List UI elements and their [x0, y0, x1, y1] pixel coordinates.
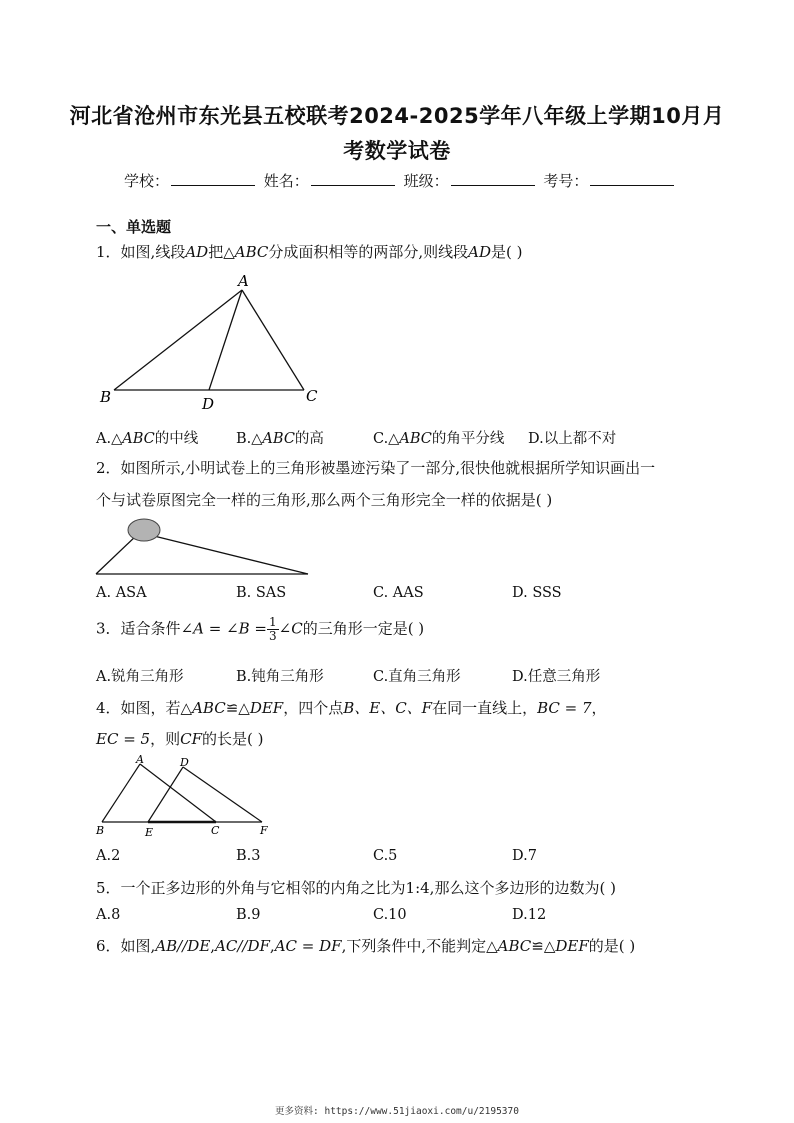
q4-bc-value: BC = 7 [537, 699, 592, 717]
q1-text-post: 分成面积相等的两部分,则线段 [268, 243, 469, 261]
q3-fraction-numerator: 1 [269, 615, 277, 629]
q6-condition-ac-eq-df: AC = DF [274, 937, 342, 955]
question-2-line2: 个与试卷原图完全一样的三角形,那么两个三角形完全一样的依据是( ) [96, 491, 553, 509]
question-3 [96, 616, 424, 643]
q4-side-de [148, 767, 183, 822]
q6-sep2: , [269, 937, 275, 955]
q4-option-c[interactable]: C.5 [373, 848, 398, 864]
q4-congruent-symbol: ≌△ [225, 699, 250, 717]
q1-text-mid: 把△ [208, 243, 235, 261]
q4-label-f: F [260, 824, 268, 837]
q6-triangle-def: DEF [555, 937, 589, 955]
class-field[interactable] [404, 170, 539, 191]
school-label: 学校： [124, 172, 170, 190]
q1-segment-ad-2: AD [468, 243, 491, 261]
q2-option-c[interactable]: C. AAS [373, 585, 424, 601]
q1-option-a-pre: A.△ [96, 431, 123, 447]
class-blank[interactable] [451, 171, 535, 186]
q2-option-a[interactable]: A. ASA [96, 585, 147, 601]
q4-side-ab [102, 764, 140, 822]
q1-option-b-post: 的高 [294, 431, 324, 447]
exam-number-field[interactable] [543, 170, 678, 191]
q4-text-end: 的长是( ) [201, 730, 264, 748]
q4-triangle-def: DEF [249, 699, 284, 717]
page-title-line1: 河北省沧州市东光县五校联考2024-2025学年八年级上学期10月月 [69, 104, 725, 128]
q4-points: B、E、C、F [343, 699, 433, 717]
q1-label-c: C [306, 387, 318, 405]
q3-number: 3． [96, 619, 121, 638]
q6-condition-ab-de: AB//DE [155, 937, 211, 955]
q1-option-b[interactable] [236, 427, 324, 448]
q4-option-b[interactable]: B.3 [236, 848, 261, 864]
q1-segment-ad: AD [185, 243, 209, 261]
q4-option-d[interactable]: D.7 [512, 848, 537, 864]
q6-condition-ac-df: AC//DF [215, 937, 270, 955]
school-field[interactable] [124, 170, 259, 191]
q4-label-c: C [211, 824, 220, 837]
q6-number: 6． [96, 937, 121, 955]
name-blank[interactable] [311, 171, 395, 186]
q1-option-c[interactable] [373, 427, 504, 448]
q4-number: 4． [96, 699, 121, 717]
q1-option-d[interactable] [528, 427, 616, 448]
name-field[interactable] [264, 170, 399, 191]
class-label: 班级： [403, 172, 449, 190]
q1-number: 1． [96, 243, 121, 261]
q3-text-pre: 适合条件 [120, 619, 181, 638]
q2-option-b[interactable]: B. SAS [236, 585, 287, 601]
q2-option-d[interactable]: D. SSS [512, 585, 562, 601]
q1-text-end: 是( ) [491, 243, 523, 261]
q1-label-a: A [238, 272, 249, 290]
q4-side-ac [140, 764, 216, 822]
q6-text-pre: 如图, [120, 937, 156, 955]
q4-label-e: E [145, 826, 154, 839]
q3-fraction [267, 616, 279, 643]
question-1 [96, 241, 522, 262]
q3-option-d[interactable]: D.任意三角形 [512, 669, 601, 685]
q6-congruent-symbol: ≌△ [531, 937, 556, 955]
q5-option-b[interactable]: B.9 [236, 907, 261, 923]
q2-figure-stained-triangle [92, 512, 312, 580]
exam-number-label: 考号： [543, 172, 589, 190]
q1-figure-triangle [90, 270, 330, 415]
q3-text-post: 的三角形一定是( ) [302, 619, 425, 638]
q1-option-a-abc: ABC [122, 431, 155, 447]
q1-option-c-pre: C.△ [373, 431, 400, 447]
ink-stain-icon [128, 519, 160, 541]
question-2-line1: 2．如图所示,小明试卷上的三角形被墨迹污染了一部分,很快他就根据所学知识画出一 [96, 459, 656, 477]
q1-side-ab [114, 290, 242, 390]
q2-left-side [96, 534, 138, 574]
q4-comma: ， [591, 699, 607, 717]
q3-option-b[interactable]: B.钝角三角形 [236, 669, 324, 685]
q2-right-side [154, 536, 308, 574]
q1-label-b: B [100, 388, 112, 406]
q1-label-d: D [202, 395, 215, 413]
q1-option-b-pre: B.△ [236, 431, 263, 447]
school-blank[interactable] [171, 171, 255, 186]
q4-label-b: B [96, 824, 105, 837]
q4-text-mid3: ，则 [150, 730, 181, 748]
page-title-line2: 考数学试卷 [343, 139, 451, 163]
q3-angle-c: ∠C [278, 619, 303, 638]
exam-number-blank[interactable] [590, 171, 674, 186]
q1-triangle-abc: ABC [234, 243, 269, 261]
q1-option-a[interactable] [96, 427, 198, 448]
q5-option-a[interactable]: A.8 [96, 907, 121, 923]
question-6 [96, 935, 635, 956]
q1-text-pre: 如图,线段 [120, 243, 186, 261]
q4-segment-cf: CF [180, 730, 202, 748]
question-4-line1 [96, 697, 607, 718]
q1-option-c-post: 的角平分线 [431, 431, 505, 447]
q3-option-c[interactable]: C.直角三角形 [373, 669, 461, 685]
question-4-line2 [96, 728, 263, 749]
q4-triangle-abc: ABC [192, 699, 226, 717]
q5-option-d[interactable]: D.12 [512, 907, 547, 923]
footer-resource-link[interactable]: 更多资料: https://www.51jiaoxi.com/u/2195370 [275, 1106, 519, 1117]
q6-text-end: 的是( ) [588, 937, 636, 955]
q6-text-mid: ,下列条件中,不能判定△ [341, 937, 498, 955]
q1-option-a-post: 的中线 [154, 431, 199, 447]
q3-angle-condition: ∠A = ∠B = [180, 619, 267, 638]
q6-sep1: , [210, 937, 216, 955]
q4-text-pre: 如图，若△ [120, 699, 193, 717]
q5-option-c[interactable]: C.10 [373, 907, 407, 923]
q4-side-df [183, 767, 262, 822]
question-5: 5．一个正多边形的外角与它相邻的内角之比为1:4,那么这个多边形的边数为( ) [96, 879, 616, 897]
student-info-fields [124, 170, 678, 191]
q4-ec-value: EC = 5 [96, 730, 151, 748]
section-heading: 一、单选题 [96, 218, 172, 236]
q1-segment-ad-line [209, 290, 242, 390]
q3-option-a[interactable]: A.锐角三角形 [96, 669, 184, 685]
q4-option-a[interactable]: A.2 [96, 848, 121, 864]
q1-option-b-abc: ABC [262, 431, 295, 447]
q3-fraction-denominator: 3 [269, 629, 277, 643]
q4-figure-triangles [92, 754, 282, 840]
q4-text-mid2: 在同一直线上， [432, 699, 538, 717]
q4-label-a: A [136, 754, 144, 766]
q1-side-ac [242, 290, 304, 390]
q1-option-c-abc: ABC [399, 431, 432, 447]
q1-option-d-text: D.以上都不对 [528, 431, 617, 447]
name-label: 姓名： [263, 172, 309, 190]
q4-text-mid: ，四个点 [283, 699, 344, 717]
q6-triangle-abc: ABC [497, 937, 532, 955]
q4-label-d: D [180, 756, 189, 769]
